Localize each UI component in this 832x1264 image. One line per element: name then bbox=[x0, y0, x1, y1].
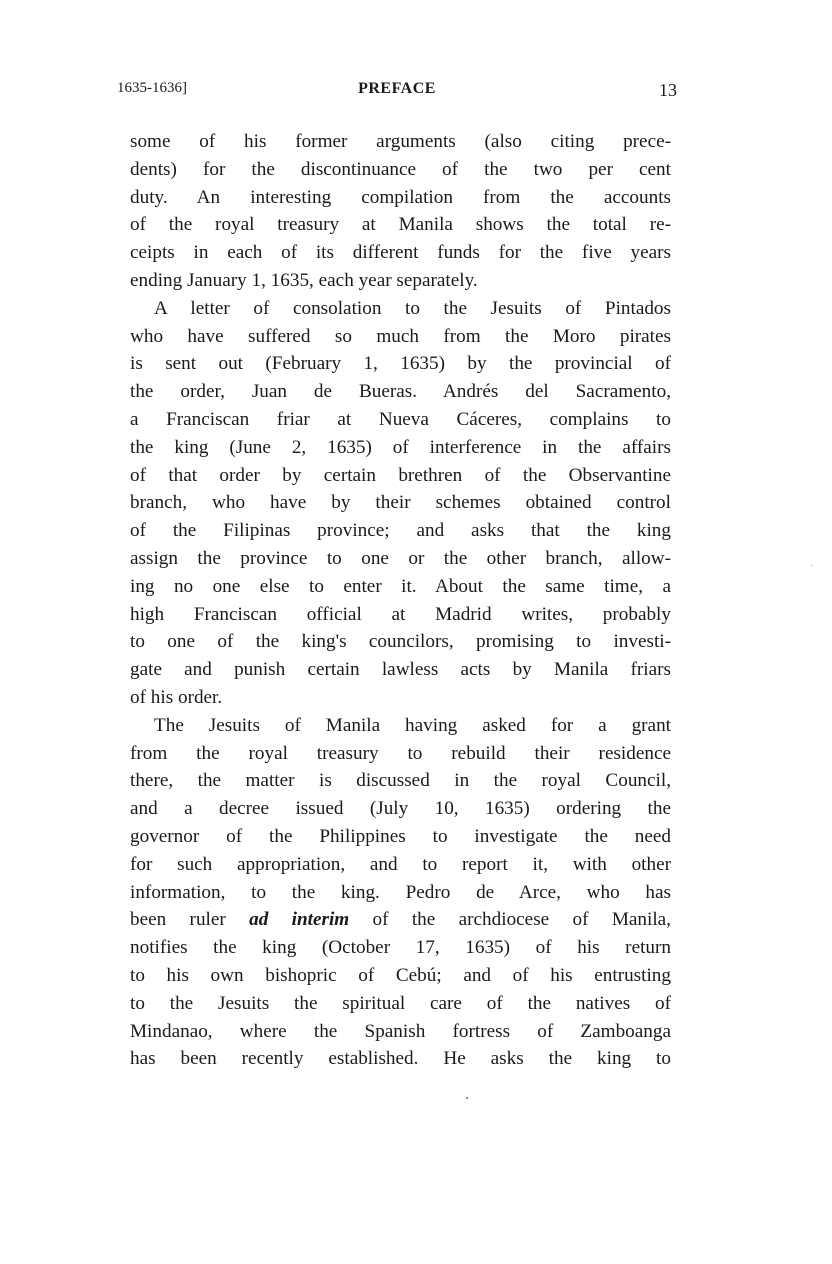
text-line: to one of the king's councilors, promising to investi- bbox=[130, 631, 671, 653]
text-line: some of his former arguments (also citing prece- bbox=[130, 131, 671, 152]
text-line: duty. An interesting compilation from the accounts bbox=[130, 186, 671, 208]
text-line: ending January 1, 1635, each year separately. bbox=[130, 269, 478, 291]
text-line: is sent out (February 1, 1635) by the provincial of bbox=[130, 353, 671, 375]
text-line: assign the province to one or the other branch, allow- bbox=[130, 547, 671, 569]
print-speck bbox=[466, 1097, 468, 1099]
text-line: of the Filipinas province; and asks that the king bbox=[130, 520, 671, 542]
text-line: The Jesuits of Manila having asked for a grant bbox=[154, 714, 671, 736]
text-line: branch, who have by their schemes obtained control bbox=[130, 492, 671, 514]
text-line: the king (June 2, 1635) of interference in the affairs bbox=[130, 436, 671, 458]
text-line: of the royal treasury at Manila shows the total re- bbox=[130, 214, 671, 236]
text-line: information, to the king. Pedro de Arce, who has bbox=[130, 881, 671, 903]
header-years: 1635-1636] bbox=[117, 80, 187, 96]
text-line: the order, Juan de Bueras. Andrés del Sacramento, bbox=[130, 381, 671, 403]
running-header bbox=[117, 80, 677, 104]
text-line: there, the matter is discussed in the royal Council, bbox=[130, 770, 671, 792]
italic-phrase: ad interim bbox=[249, 909, 350, 931]
body-text bbox=[130, 128, 671, 1073]
text-line: has been recently established. He asks the king to bbox=[130, 1048, 671, 1070]
page-number: 13 bbox=[659, 80, 677, 100]
text-line: of his order. bbox=[130, 686, 223, 708]
print-speck bbox=[811, 565, 812, 566]
text-line: governor of the Philippines to investigate the need bbox=[130, 825, 671, 847]
text-span: been ruler bbox=[130, 909, 250, 931]
text-line: dents) for the discontinuance of the two per cent bbox=[130, 158, 671, 180]
text-line: gate and punish certain lawless acts by Manila friars bbox=[130, 659, 671, 681]
text-line: to his own bishopric of Cebú; and of his entrusting bbox=[130, 964, 671, 986]
text-line: A letter of consolation to the Jesuits of Pintados bbox=[154, 297, 671, 319]
page-title: PREFACE bbox=[358, 80, 436, 97]
text-line: high Franciscan official at Madrid writes, probably bbox=[130, 603, 671, 625]
text-line: of that order by certain brethren of the Observantine bbox=[130, 464, 671, 486]
text-line: ing no one else to enter it. About the same time, a bbox=[130, 575, 671, 597]
text-line: Mindanao, where the Spanish fortress of Zamboanga bbox=[130, 1020, 671, 1042]
text-line: ceipts in each of its different funds for the five years bbox=[130, 242, 671, 264]
text-line: notifies the king (October 17, 1635) of his return bbox=[130, 937, 671, 959]
text-line bbox=[130, 906, 671, 934]
text-line: who have suffered so much from the Moro pirates bbox=[130, 325, 671, 347]
text-line: to the Jesuits the spiritual care of the natives of bbox=[130, 992, 671, 1014]
text-span: of the archdiocese of Manila, bbox=[349, 909, 671, 931]
text-line: a Franciscan friar at Nueva Cáceres, complains to bbox=[130, 408, 671, 430]
text-line: and a decree issued (July 10, 1635) ordering the bbox=[130, 798, 671, 820]
text-line: for such appropriation, and to report it, with other bbox=[130, 853, 671, 875]
text-line: from the royal treasury to rebuild their residence bbox=[130, 742, 671, 764]
